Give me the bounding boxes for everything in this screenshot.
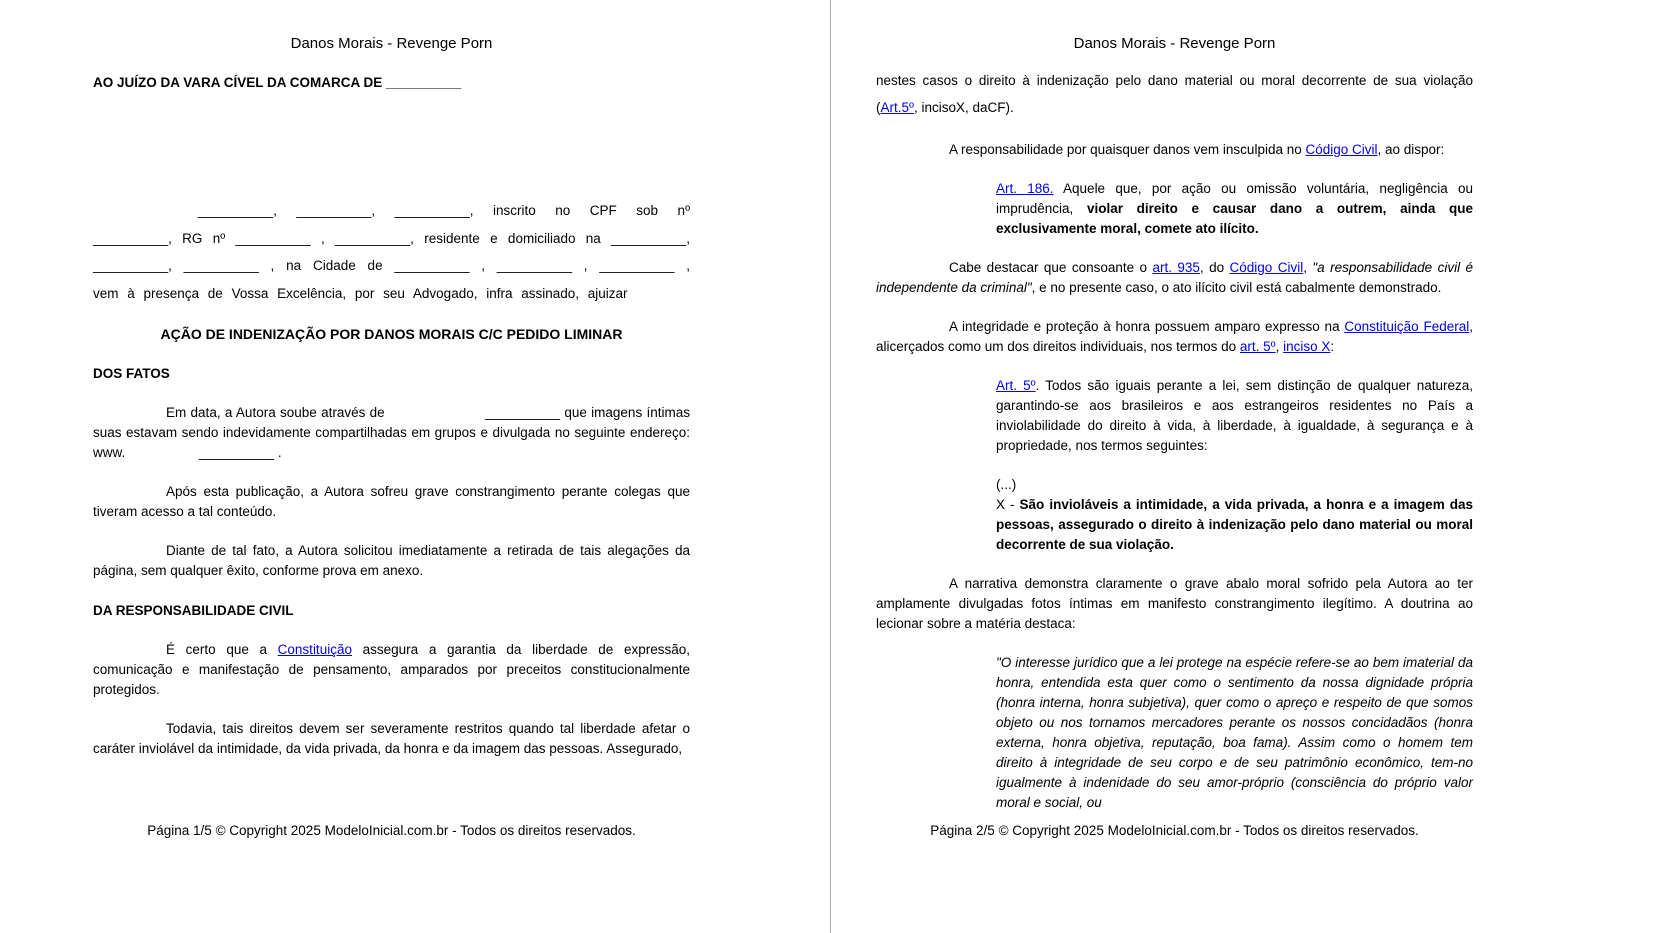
link-art-935[interactable]: art. 935 [1152, 260, 1200, 275]
liability-paragraph-3 [876, 140, 1473, 160]
text-segment: "O interesse jurídico que a lei protege na espécie refere-se ao bem imaterial da honra, entendida esta quer como o sentimento da nossa dignidade própria (honra interna, honra subjetiva), quer como o apreço e respeito de que somos objeto ou nos tornamos mercadores perante os nossos concidadãos (honra externa, honra objetiva, reputação, boa fama). Assim como o homem tem direito à integridade de seu corpo e de seu patrimônio econômico, tem-no igualmente à indenidade do seu amor-próprio (consciência do próprio valor moral e social, ou [996, 655, 1473, 810]
link-art-5[interactable]: art. 5º [1239, 339, 1276, 354]
text-segment: , do [1199, 260, 1230, 275]
section-da-responsabilidade-civil [93, 601, 690, 621]
link-inciso-x[interactable]: inciso X [1283, 339, 1331, 354]
text-segment: Cabe destacar que consoante o [949, 260, 1153, 275]
page-2-footer: Página 2/5 © Copyright 2025 ModeloInicial.com.br - Todos os direitos reservados. [930, 823, 1419, 838]
text-segment: A narrativa demonstra claramente o grave abalo moral sofrido pela Autora ao ter amplamente divulgadas fotos íntimas em manifesto constrangimento ilegítimo. A doutrina ao lecionar sobre a matéria destaca: [876, 576, 1473, 631]
text-segment: A responsabilidade por quaisquer danos vem insculpida no [949, 142, 1306, 157]
page-2 [831, 0, 1661, 933]
liability-paragraph-4 [876, 258, 1473, 298]
liability-paragraph-1 [93, 640, 690, 700]
text-segment: , alicerçados como um dos direitos individuais, nos termos do [876, 319, 1473, 354]
text-segment: A integridade e proteção à honra possuem amparo expresso na [949, 319, 1345, 334]
text-segment: , e no presente caso, o ato ilícito civil está cabalmente demonstrado. [1031, 280, 1442, 295]
liability-paragraph-2 [93, 719, 690, 759]
text-segment: , [1275, 339, 1284, 354]
narrative-paragraph [876, 574, 1473, 634]
text-segment: __________ . [195, 445, 282, 460]
link-codigo-civil[interactable]: Código Civil [1229, 260, 1304, 275]
link-constituicao[interactable]: Constituição [277, 642, 352, 657]
text-segment: Todavia, tais direitos devem ser severamente restritos quando tal liberdade afetar o caráter inviolável da intimidade, da vida privada, da honra e da imagem das pessoas. Assegurado, [93, 721, 690, 756]
party-qualification-paragraph [93, 197, 690, 307]
text-segment: X - [996, 497, 1020, 512]
text-segment: : [1330, 339, 1335, 354]
link-art-5[interactable]: Art.5º [880, 100, 914, 115]
text-segment: . [1254, 221, 1259, 236]
text-segment: Aquele que, por ação ou omissão voluntária, negligência ou imprudência, [996, 181, 1474, 216]
text-segment: Em data, a Autora soube através de [166, 405, 385, 420]
facts-paragraph-3 [93, 541, 690, 581]
text-segment: "a responsabilidade civil é independente da criminal" [876, 260, 1473, 295]
action-title [93, 324, 690, 344]
text-segment: DA RESPONSABILIDADE CIVIL [93, 603, 294, 618]
page-1-content [93, 73, 690, 759]
doctrine-quote [996, 653, 1473, 813]
text-segment: violar direito e causar dano a outrem, ainda que exclusivamente moral, comete ato ilícito [996, 201, 1473, 236]
text-segment: AÇÃO DE INDENIZAÇÃO POR DANOS MORAIS C/C PEDIDO LIMINAR [160, 326, 623, 342]
page-1-document-title: Danos Morais - Revenge Porn [290, 35, 493, 52]
addressee-heading [93, 73, 690, 93]
liability-paragraph-5 [876, 317, 1473, 357]
link-art-186[interactable]: Art. 186. [996, 181, 1054, 196]
quote-art-5 [996, 376, 1473, 456]
text-segment: AO JUÍZO DA VARA CÍVEL DA COMARCA DE __________ [93, 75, 462, 90]
page-2-content [876, 67, 1473, 813]
text-segment: Diante de tal fato, a Autora solicitou imediatamente a retirada de tais alegações da página, sem qualquer êxito, conforme prova em anexo. [93, 543, 690, 578]
liability-paragraph-2-continuation [876, 67, 1473, 121]
text-segment: . Todos são iguais perante a lei, sem distinção de qualquer natureza, garantindo-se aos brasileiros e aos estrangeiros residentes no País a inviolabilidade do direito à vida, à liberdade, à igualdade, à segurança e à propriedade, nos termos seguintes: [996, 378, 1473, 453]
text-segment: (...) [996, 477, 1017, 492]
text-segment: São invioláveis a intimidade, a vida privada, a honra e a imagem das pessoas, assegurado o direito à indenização pelo dano material ou moral decorrente de sua violação. [996, 497, 1473, 552]
quote-inciso-x [996, 475, 1473, 555]
text-segment: __________ que imagens íntimas suas estavam sendo indevidamente compartilhadas em grupos e divulgada no seguinte endereço: www. [93, 405, 691, 460]
quote-art-186 [996, 179, 1473, 239]
link-constituicao-federal[interactable]: Constituição Federal [1344, 319, 1470, 334]
section-dos-fatos [93, 364, 690, 384]
text-segment: DOS FATOS [93, 366, 170, 381]
facts-paragraph-2 [93, 482, 690, 522]
text-segment: __________, __________, __________, inscrito no CPF sob nº __________, RG nº __________ , __________, residente e domiciliado na __________, __________, __________ , na Cidade de __________ , __________ , __________ , vem à presença de Vossa Excelência, por seu Advogado, infra assinado, ajuizar [93, 203, 690, 301]
text-segment: nestes casos o direito à indenização pelo dano material ou moral decorrente de sua violação ( [876, 73, 1473, 115]
text-segment: , [1303, 260, 1313, 275]
facts-paragraph-1 [93, 403, 690, 463]
text-segment: assegura a garantia da liberdade de expressão, comunicação e manifestação de pensamento, amparados por preceitos constitucionalmente protegidos. [93, 642, 690, 697]
link-codigo-civil[interactable]: Código Civil [1305, 142, 1378, 157]
text-segment: , incisoX, daCF). [913, 100, 1014, 115]
link-art-5[interactable]: Art. 5º [996, 378, 1036, 393]
page-1-footer: Página 1/5 © Copyright 2025 ModeloInicial.com.br - Todos os direitos reservados. [147, 823, 636, 838]
page-2-document-title: Danos Morais - Revenge Porn [1073, 35, 1276, 52]
text-segment: É certo que a [166, 642, 278, 657]
text-segment: Após esta publicação, a Autora sofreu grave constrangimento perante colegas que tiveram acesso a tal conteúdo. [93, 484, 690, 519]
text-segment: , ao dispor: [1377, 142, 1445, 157]
